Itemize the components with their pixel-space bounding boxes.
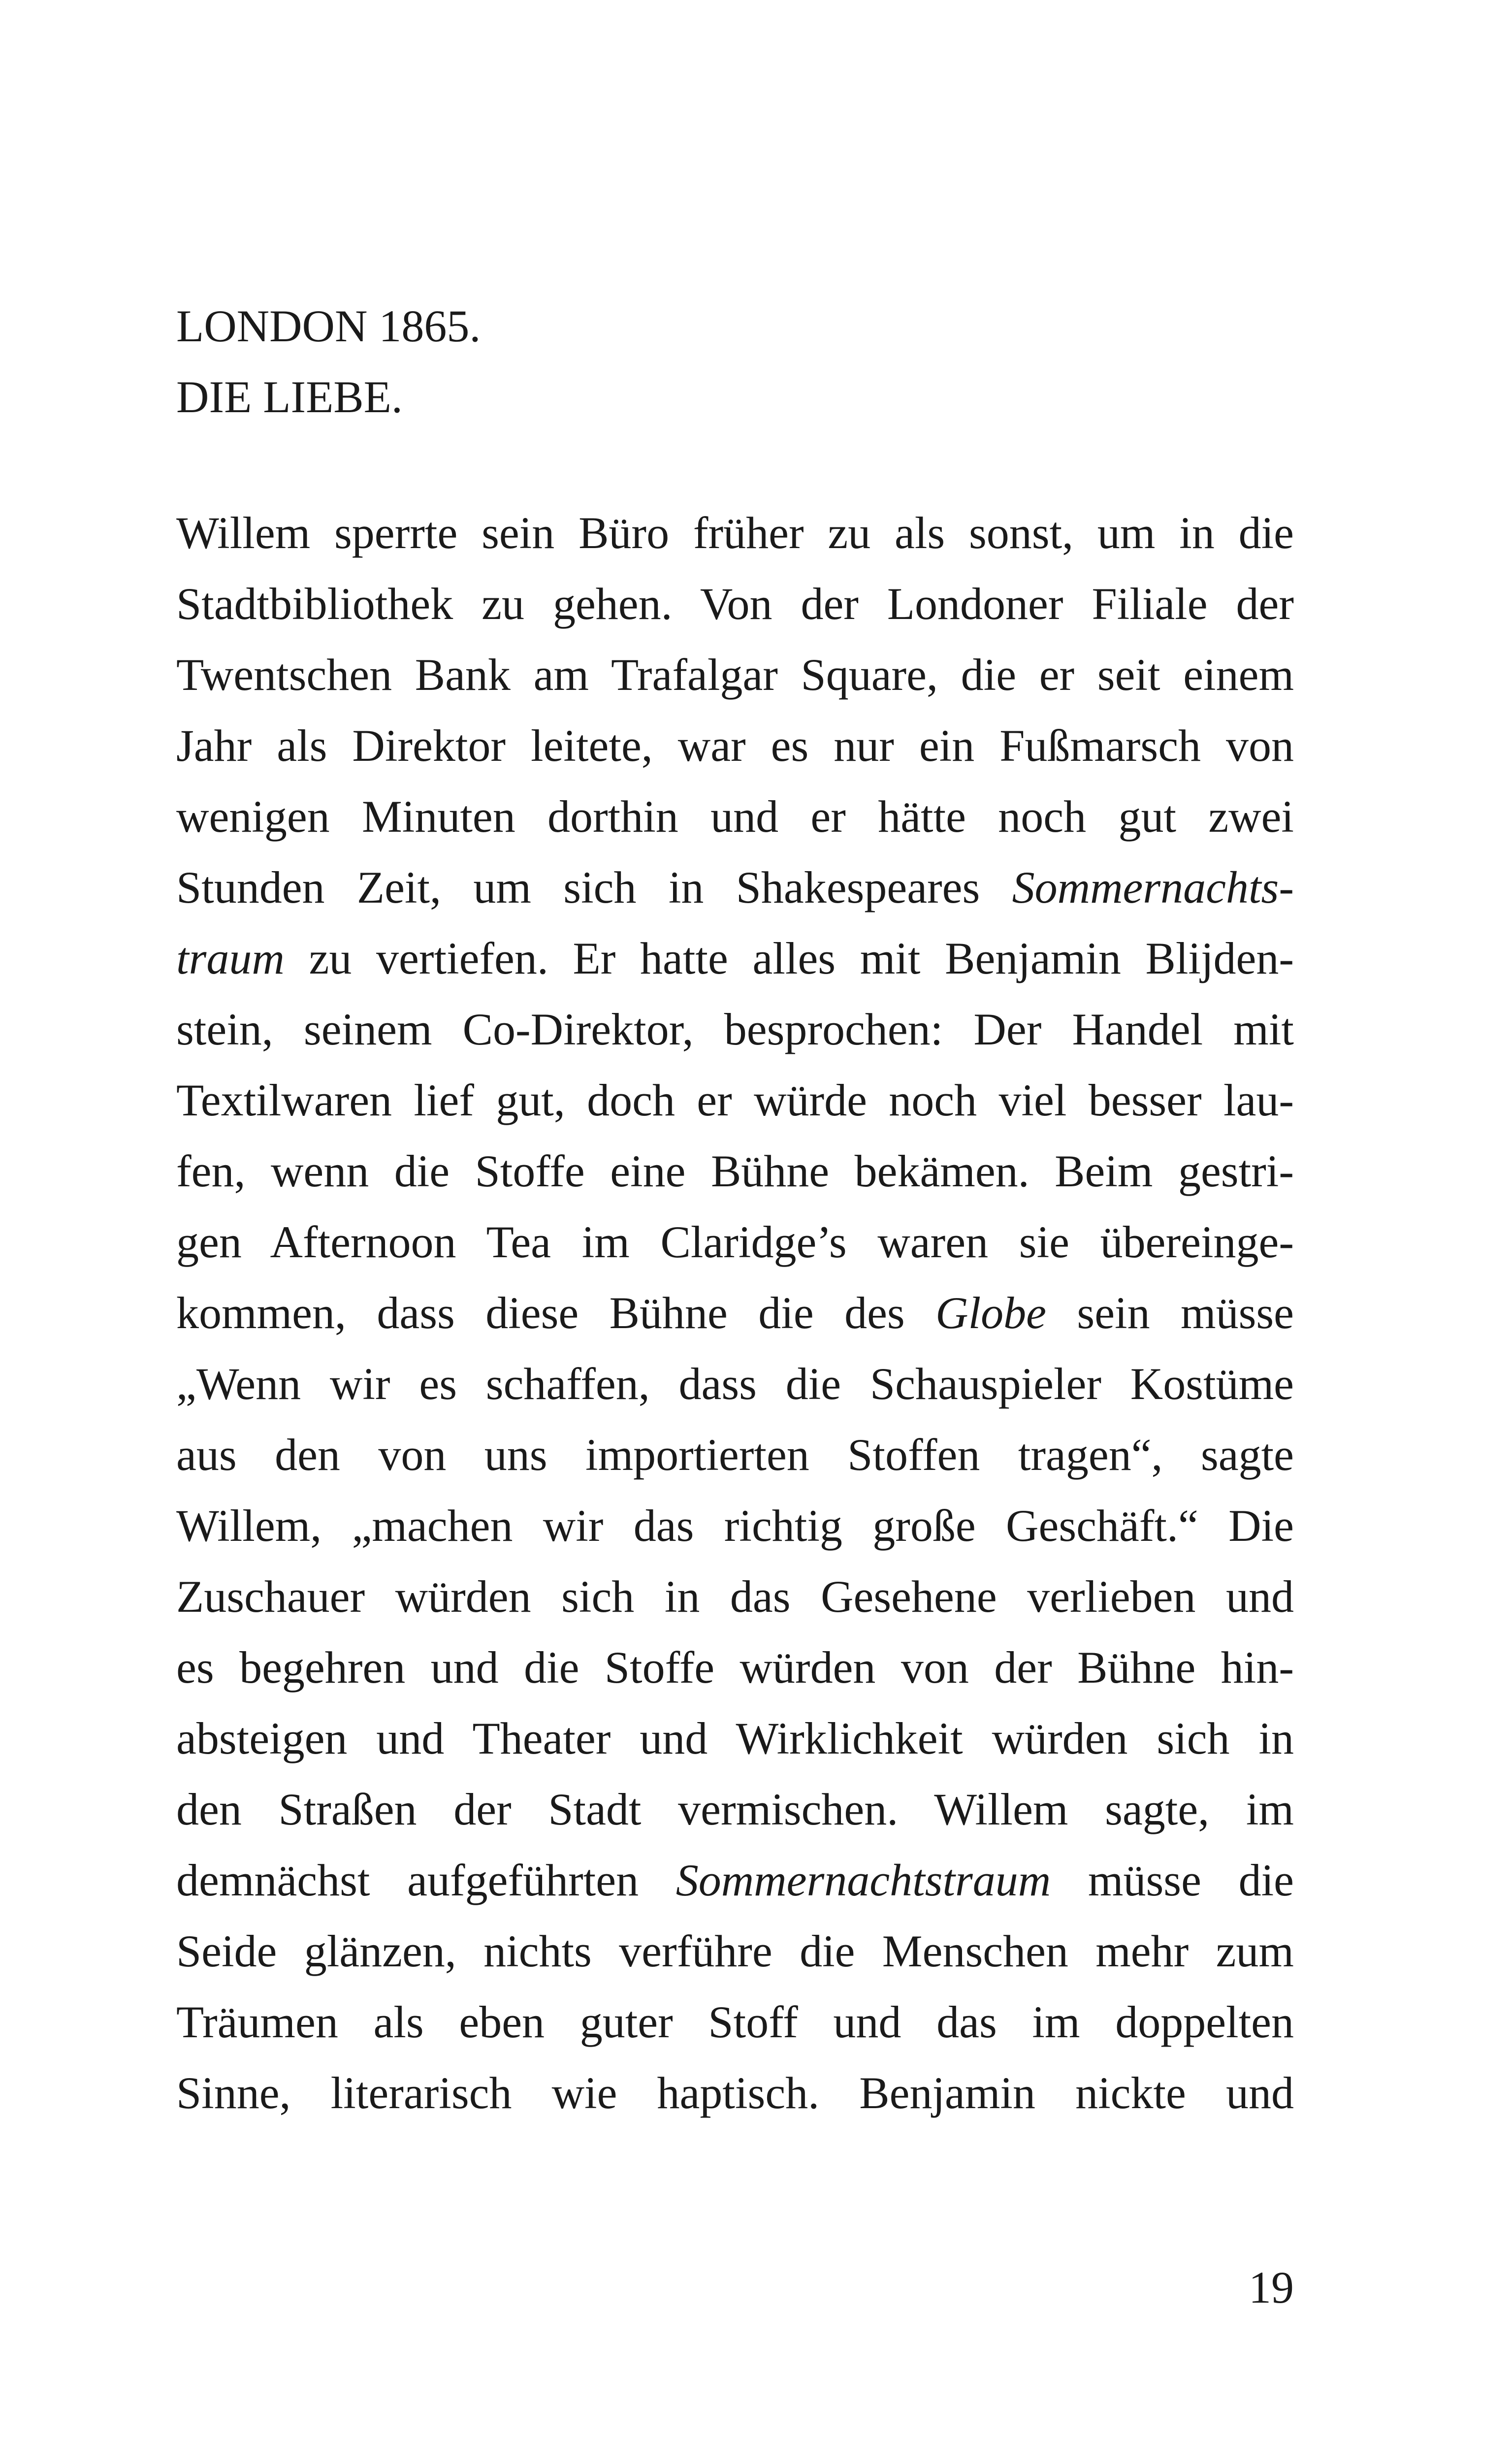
text-segment: Jahr als Direktor leitete, war es nur ein Fußmarsch von bbox=[176, 720, 1294, 771]
text-segment: Stunden Zeit, um sich in Shakespeares bbox=[176, 862, 1012, 912]
text-segment: zu vertiefen. Er hatte alles mit Benjamin Blijden- bbox=[284, 933, 1294, 983]
text-line bbox=[176, 1490, 1294, 1561]
text-segment: fen, wenn die Stoffe eine Bühne bekämen. Beim gestri- bbox=[176, 1146, 1294, 1196]
text-line bbox=[176, 639, 1294, 710]
text-line bbox=[176, 1206, 1294, 1277]
heading-place-year: LONDON 1865. bbox=[176, 301, 481, 351]
text-segment: es begehren und die Stoffe würden von der Bühne hin- bbox=[176, 1642, 1294, 1693]
text-segment: demnächst aufgeführten bbox=[176, 1855, 676, 1905]
text-line bbox=[176, 710, 1294, 781]
heading-title: DIE LIEBE. bbox=[176, 372, 403, 422]
text-line bbox=[176, 1277, 1294, 1348]
text-segment: Zuschauer würden sich in das Gesehene verlieben und bbox=[176, 1571, 1294, 1622]
text-line bbox=[176, 497, 1294, 568]
text-segment: Willem sperrte sein Büro früher zu als sonst, um in die bbox=[176, 508, 1294, 558]
italic-title-text: Sommernachts- bbox=[1012, 862, 1294, 912]
italic-title-text: traum bbox=[176, 933, 285, 983]
text-segment: stein, seinem Co-Direktor, besprochen: Der Handel mit bbox=[176, 1004, 1294, 1054]
text-segment: sein müsse bbox=[1046, 1288, 1294, 1338]
text-line bbox=[176, 1845, 1294, 1916]
text-segment: gen Afternoon Tea im Claridge’s waren sie übereinge- bbox=[176, 1217, 1294, 1267]
chapter-heading bbox=[176, 291, 481, 432]
text-segment: aus den von uns importierten Stoffen tragen“, sagte bbox=[176, 1430, 1294, 1480]
text-line bbox=[176, 994, 1294, 1065]
text-line bbox=[176, 1348, 1294, 1419]
text-segment: Willem, „machen wir das richtig große Geschäft.“ Die bbox=[176, 1500, 1294, 1551]
text-line bbox=[176, 1703, 1294, 1774]
text-line bbox=[176, 781, 1294, 852]
text-line bbox=[176, 1561, 1294, 1632]
text-line bbox=[176, 1916, 1294, 1987]
text-segment: absteigen und Theater und Wirklichkeit würden sich in bbox=[176, 1713, 1294, 1763]
text-segment: müsse die bbox=[1051, 1855, 1294, 1905]
text-line bbox=[176, 1774, 1294, 1845]
text-line bbox=[176, 852, 1294, 923]
text-line bbox=[176, 1632, 1294, 1703]
text-segment: Textilwaren lief gut, doch er würde noch viel besser lau- bbox=[176, 1075, 1294, 1125]
text-line bbox=[176, 2057, 1294, 2128]
text-segment: Seide glänzen, nichts verführe die Menschen mehr zum bbox=[176, 1926, 1294, 1976]
text-line bbox=[176, 923, 1294, 994]
text-segment: Twentschen Bank am Trafalgar Square, die er seit einem bbox=[176, 650, 1294, 700]
body-paragraph bbox=[176, 497, 1294, 2128]
text-line bbox=[176, 1419, 1294, 1490]
text-segment: Stadtbibliothek zu gehen. Von der Londoner Filiale der bbox=[176, 579, 1294, 629]
text-segment: den Straßen der Stadt vermischen. Willem sagte, im bbox=[176, 1784, 1294, 1834]
text-line bbox=[176, 568, 1294, 639]
text-line bbox=[176, 1987, 1294, 2057]
text-segment: „Wenn wir es schaffen, dass die Schauspieler Kostüme bbox=[176, 1359, 1294, 1409]
italic-title-text: Globe bbox=[935, 1288, 1046, 1338]
text-segment: Träumen als eben guter Stoff und das im doppelten bbox=[176, 1997, 1294, 2047]
text-segment: Sinne, literarisch wie haptisch. Benjamin nickte und bbox=[176, 2068, 1294, 2118]
italic-title-text: Sommernachtstraum bbox=[676, 1855, 1051, 1905]
page-number: 19 bbox=[1249, 2262, 1294, 2313]
text-segment: wenigen Minuten dorthin und er hätte noch gut zwei bbox=[176, 791, 1294, 842]
text-line bbox=[176, 1136, 1294, 1206]
text-segment: kommen, dass diese Bühne die des bbox=[176, 1288, 936, 1338]
text-line bbox=[176, 1065, 1294, 1136]
